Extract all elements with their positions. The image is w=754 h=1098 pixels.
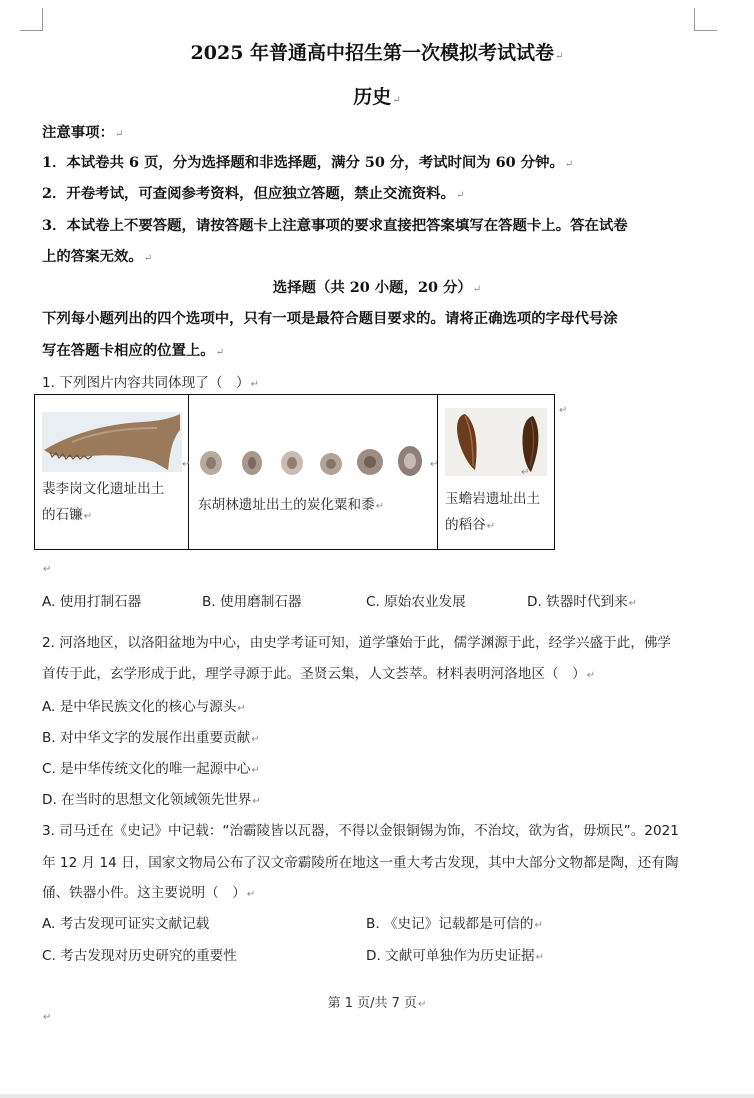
q2-option-b: B. 对中华文字的发展作出重要贡献↵ xyxy=(42,730,260,746)
q1-image-table xyxy=(34,394,568,550)
q1-option-b: B. 使用磨制石器 xyxy=(202,594,302,610)
section-instructions-2: 写在答题卡相应的位置上。↵ xyxy=(42,342,225,359)
document-page: 2025 年普通高中招生第一次模拟考试试卷↵ 历史↵ 注意事项：↵ 1．本试卷共 6 页，分为选择题和非选择题，满分 50 分，考试时间为 60 分钟。↵ 2．开卷考试，可查阅参考资料，但应独立答题，禁止交流资料。↵ 3．本试卷上不要答题，请按答题卡上注意事项的要求直接把答案填写在答题卡上。答在试卷 上的答案无效。↵ 选择题（共 20 小题，20 分）↵ 下列每小题列出的四个选项中，只有一项是最符合题目要求的。请将正确选项的字母代号涂 写在答题卡相应的位置上。↵ 1. 下列图片内容共同体现了（ ）↵ ↵ 裴李岗文化遗址出土 的石镰↵ ↵ 东胡林遗址出土的炭化粟和黍↵ ↵ 玉蟾岩遗址出土 的稻谷↵ ↵ ↵ A. 使用打制石器 B. 使用磨制石器 C. 原始农业发展 D. 铁器时代到来↵ 2. 河洛地区，以洛阳盆地为中心，由史学考证可知，道学肇始于此，儒学渊源于此，经学兴盛于此，佛学 首传于此，玄学形成于此，理学寻源于此。圣贤云集，人文荟萃。材料表明河洛地区（ ）↵ A. 是中华民族文化的核心与源头↵ B. 对中华文字的发展作出重要贡献↵ C. 是中华传统文化的唯一起源中心↵ D. 在当时的思想文化领域领先世界↵ 3. 司马迁在《史记》中记载：“治霸陵皆以瓦器，不得以金银铜锡为饰，不治坟，欲为省，毋烦民”。2021 年 12 月 14 日，国家文物局公布了汉文帝霸陵所在地这一重大考古发现，其中大部分文物都是陶，还有陶 俑、铁器小件。这主要说明（ ）↵ A. 考古发现可证实文献记载 B. 《史记》记载都是可信的↵ C. 考古发现对历史研究的重要性 D. 文献可单独作为历史证据↵ 第 1 页/共 7 页↵ ↵ xyxy=(0,0,754,1098)
notice-item-1: 1．本试卷共 6 页，分为选择题和非选择题，满分 50 分，考试时间为 60 分钟。↵ xyxy=(42,154,574,171)
section-title: 选择题（共 20 小题，20 分）↵ xyxy=(272,279,482,296)
q1-image-cell-1: ↵ 裴李岗文化遗址出土 的石镰↵ xyxy=(35,395,189,550)
q1-caption-2: 东胡林遗址出土的炭化粟和黍↵ xyxy=(198,497,385,513)
q1-option-a: A. 使用打制石器 xyxy=(42,594,142,610)
q2-option-c: C. 是中华传统文化的唯一起源中心↵ xyxy=(42,761,260,777)
crop-mark-top-left xyxy=(20,8,43,31)
q3-option-b: B. 《史记》记载都是可信的↵ xyxy=(366,916,543,932)
q3-stem-1: 3. 司马迁在《史记》中记载：“治霸陵皆以瓦器，不得以金银铜锡为饰，不治坟，欲为省，毋烦民”。2021 xyxy=(42,823,679,839)
q3-option-a: A. 考古发现可证实文献记载 xyxy=(42,916,210,932)
section-instructions-1: 下列每小题列出的四个选项中，只有一项是最符合题目要求的。请将正确选项的字母代号涂 xyxy=(42,310,618,327)
q1-caption-1: 裴李岗文化遗址出土 的石镰↵ xyxy=(42,481,165,523)
q1-option-c: C. 原始农业发展 xyxy=(366,594,466,610)
q3-option-d: D. 文献可单独作为历史证据↵ xyxy=(366,948,545,964)
notice-item-3-cont: 上的答案无效。↵ xyxy=(42,248,153,265)
stone-sickle-image xyxy=(42,412,182,472)
carbonized-grain-image xyxy=(197,439,431,483)
q2-stem-2: 首传于此，玄学形成于此，理学寻源于此。圣贤云集，人文荟萃。材料表明河洛地区（ ）↵ xyxy=(42,666,596,682)
exam-title: 2025 年普通高中招生第一次模拟考试试卷↵ xyxy=(190,42,564,64)
page-bottom-edge xyxy=(0,1094,754,1098)
notice-item-2: 2．开卷考试，可查阅参考资料，但应独立答题，禁止交流资料。↵ xyxy=(42,185,465,202)
trailing-empty-line: ↵ xyxy=(43,1012,52,1023)
q1-image-cell-3: ↵ 玉蟾岩遗址出土 的稻谷↵ xyxy=(438,395,555,550)
q2-option-a: A. 是中华民族文化的核心与源头↵ xyxy=(42,699,246,715)
empty-line: ↵ xyxy=(43,564,52,575)
page-footer: 第 1 页/共 7 页↵ xyxy=(327,996,427,1011)
q3-stem-3: 俑、铁器小件。这主要说明（ ）↵ xyxy=(42,885,256,901)
q1-image-cell-2: ↵ 东胡林遗址出土的炭化粟和黍↵ xyxy=(189,395,438,550)
rice-grain-image xyxy=(445,408,547,476)
notice-heading: 注意事项：↵ xyxy=(42,124,124,141)
q2-stem-1: 2. 河洛地区，以洛阳盆地为中心，由史学考证可知，道学肇始于此，儒学渊源于此，经学兴盛于此，佛学 xyxy=(42,635,672,651)
q1-caption-3: 玉蟾岩遗址出土 的稻谷↵ xyxy=(445,491,541,533)
q3-option-c: C. 考古发现对历史研究的重要性 xyxy=(42,948,237,964)
crop-mark-top-right xyxy=(694,8,717,31)
q2-option-d: D. 在当时的思想文化领域领先世界↵ xyxy=(42,792,261,808)
q1-stem: 1. 下列图片内容共同体现了（ ）↵ xyxy=(42,375,259,391)
q1-option-d: D. 铁器时代到来↵ xyxy=(527,594,638,610)
subject-title: 历史↵ xyxy=(353,86,401,108)
q3-stem-2: 年 12 月 14 日，国家文物局公布了汉文帝霸陵所在地这一重大考古发现，其中大部分文物都是陶，还有陶 xyxy=(42,855,679,871)
notice-item-3: 3．本试卷上不要答题，请按答题卡上注意事项的要求直接把答案填写在答题卡上。答在试卷 xyxy=(42,217,628,234)
